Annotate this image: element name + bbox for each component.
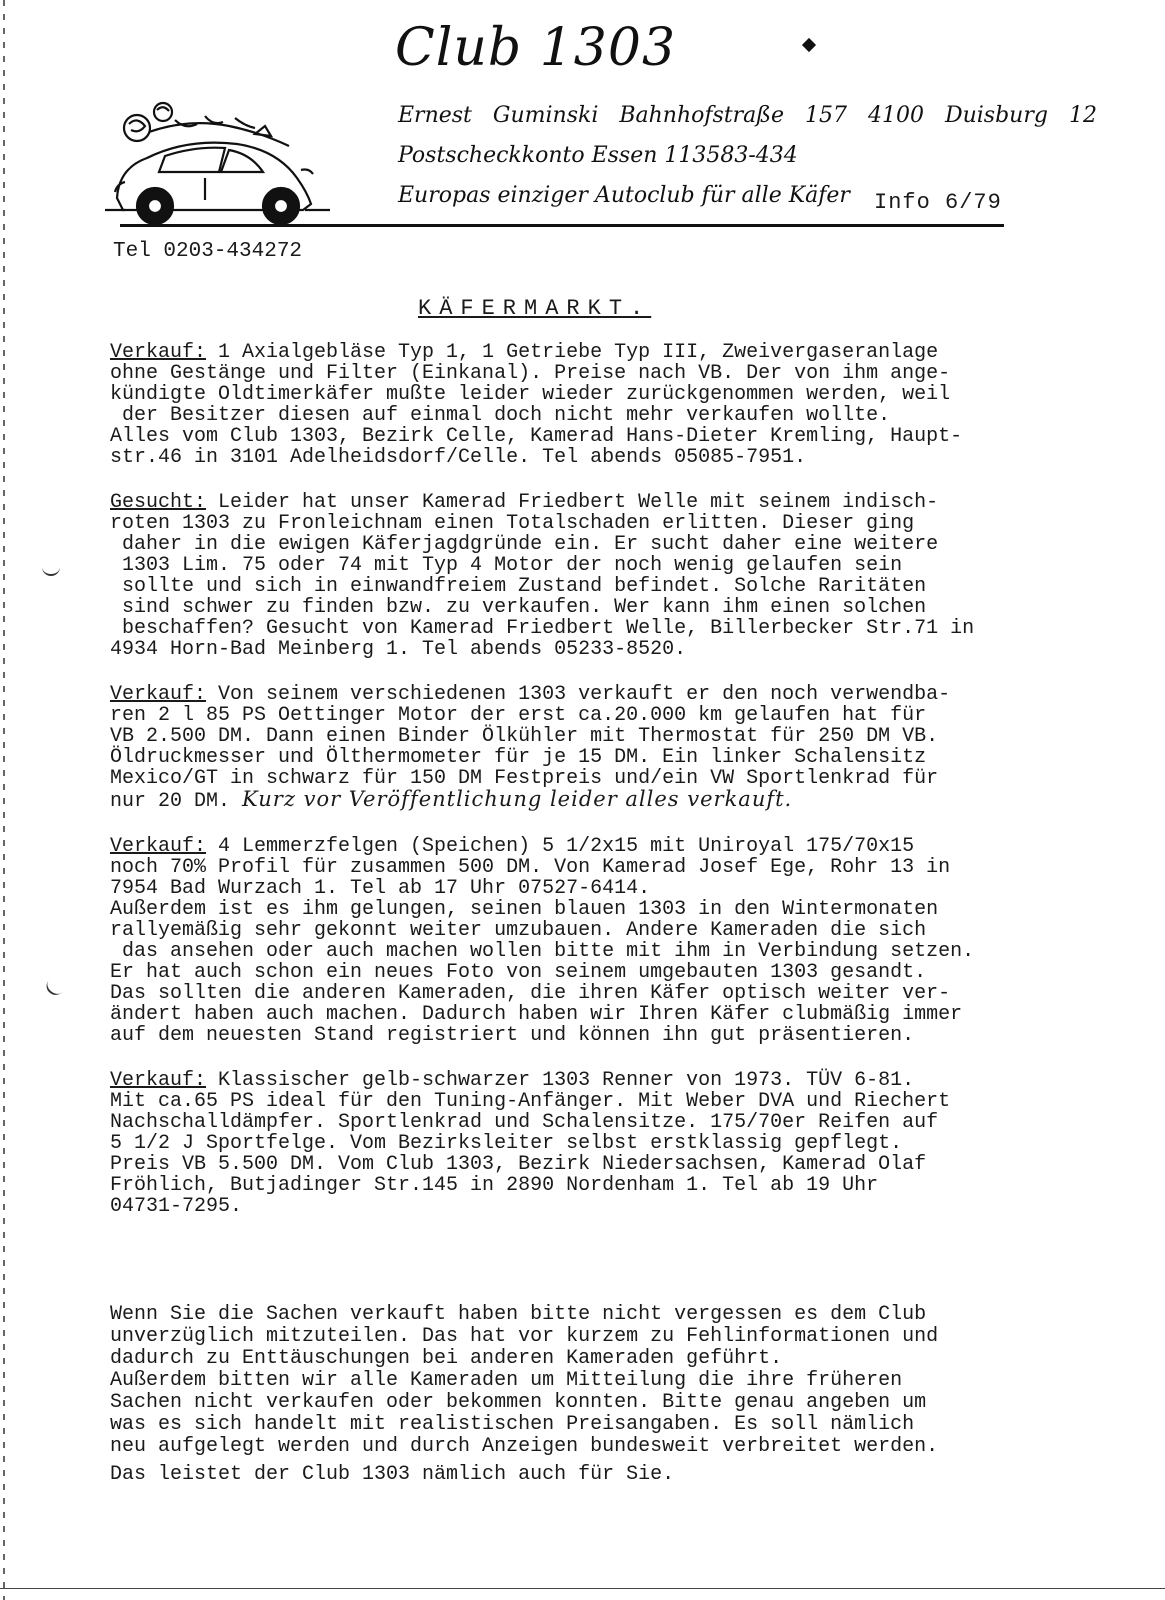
entry-line: Öldruckmesser und Ölthermometer für je 15 DM. Ein linker Schalensitz (110, 746, 927, 769)
entry-line: daher in die ewigen Käferjagdgründe ein. Er sucht daher eine weitere (110, 533, 939, 556)
entry-line: auf dem neuesten Stand registriert und können ihn gut präsentieren. (110, 1024, 915, 1047)
entry-line: sind schwer zu finden bzw. zu verkaufen. Wer kann ihm einen solchen (110, 596, 927, 619)
scan-edge (3, 0, 5, 1600)
margin-mark (43, 979, 63, 998)
entry-line: roten 1303 zu Fronleichnam einen Totalschaden erlitten. Dieser ging (110, 512, 915, 535)
entry-line: sollte und sich in einwandfreiem Zustand befindet. Solche Raritäten (110, 575, 927, 598)
closing-line: was es sich handelt mit realistischen Preisangaben. Es soll nämlich (110, 1413, 915, 1436)
entry-line: Mexico/GT in schwarz für 150 DM Festpreis und/ein VW Sportlenkrad für (110, 767, 939, 790)
entry-line: ren 2 l 85 PS Oettinger Motor der erst ca.20.000 km gelaufen hat für (110, 704, 927, 727)
entry-line: rallyemäßig sehr gekonnt weiter umzubauen. Andere Kameraden die sich (110, 919, 927, 942)
closing-line: unverzüglich mitzuteilen. Das hat vor kurzem zu Fehlinformationen und (110, 1325, 939, 1348)
entry-line: 04731-7295. (110, 1195, 243, 1218)
club-title: Club 1303 (395, 18, 677, 78)
entry-line: str.46 in 3101 Adelheidsdorf/Celle. Tel abends 05085-7951. (110, 446, 807, 469)
classified-entry (110, 342, 1120, 468)
entry-line: Verkauf: 1 Axialgebläse Typ 1, 1 Getriebe Typ III, Zweivergaseranlage (110, 341, 939, 364)
entry-line: Verkauf: Klassischer gelb-schwarzer 1303 Renner von 1973. TÜV 6-81. (110, 1069, 915, 1092)
entry-line: beschaffen? Gesucht von Kamerad Friedbert Welle, Billerbecker Str.71 in (110, 617, 975, 640)
margin-mark (42, 566, 60, 576)
page-headline: KÄFERMARKT. (418, 296, 652, 321)
entry-lead: Verkauf: (110, 835, 207, 858)
closing-line: dadurch zu Enttäuschungen bei anderen Kameraden geführt. (110, 1347, 783, 1370)
entry-line: Preis VB 5.500 DM. Vom Club 1303, Bezirk Niedersachsen, Kamerad Olaf (110, 1153, 927, 1176)
closing-line: Das leistet der Club 1303 nämlich auch für Sie. (110, 1463, 675, 1486)
entry-line: das ansehen oder auch machen wollen bitte mit ihm in Verbindung setzen. (110, 940, 975, 963)
info-number: Info 6/79 (874, 190, 1002, 215)
classifieds-body (110, 342, 1120, 1241)
closing-line: Wenn Sie die Sachen verkauft haben bitte nicht vergessen es dem Club (110, 1303, 927, 1326)
entry-line: Mit ca.65 PS ideal für den Tuning-Anfänger. Mit Weber DVA und Riechert (110, 1090, 951, 1113)
entry-line: Verkauf: 4 Lemmerzfelgen (Speichen) 5 1/2x15 mit Uniroyal 175/70x15 (110, 835, 915, 858)
entry-line: nur 20 DM. Kurz vor Veröffentlichung leider alles verkauft. (110, 787, 793, 813)
closing-line: neu aufgelegt werden und durch Anzeigen bundesweit verbreitet werden. (110, 1435, 939, 1458)
closing-paragraph (110, 1304, 1120, 1486)
slogan-line: Europas einziger Autoclub für alle Käfer (398, 183, 850, 208)
closing-line: Außerdem bitten wir alle Kameraden um Mitteilung die ihre früheren (110, 1369, 903, 1392)
entry-line: Gesucht: Leider hat unser Kamerad Friedbert Welle mit seinem indisch- (110, 491, 939, 514)
classified-entry (110, 684, 1120, 812)
entry-line: Verkauf: Von seinem verschiedenen 1303 verkauft er den noch verwendba- (110, 683, 951, 706)
entry-line: ohne Gestänge und Filter (Einkanal). Preise nach VB. Der von ihm ange- (110, 362, 951, 385)
entry-line: Das sollten die anderen Kameraden, die ihren Käfer optisch weiter ver- (110, 982, 951, 1005)
entry-line: 1303 Lim. 75 oder 74 mit Typ 4 Motor der noch wenig gelaufen sein (110, 554, 903, 577)
closing-line: Sachen nicht verkaufen oder bekommen konnten. Bitte genau angeben um (110, 1391, 927, 1414)
entry-lead: Verkauf: (110, 683, 207, 706)
entry-line: Er hat auch schon ein neues Foto von seinem umgebauten 1303 gesandt. (110, 961, 927, 984)
postal-account-line: Postscheckkonto Essen 113583-434 (398, 143, 798, 168)
entry-line: VB 2.500 DM. Dann einen Binder Ölkühler mit Thermostat für 250 DM VB. (110, 725, 939, 748)
entry-line: Fröhlich, Butjadinger Str.145 in 2890 Nordenham 1. Tel ab 19 Uhr (110, 1174, 879, 1197)
entry-lead: Verkauf: (110, 1069, 207, 1092)
address-line: Ernest Guminski Bahnhofstraße 157 4100 Duisburg 12 (398, 103, 1097, 128)
entry-lead: Gesucht: (110, 491, 207, 514)
classified-entry (110, 1070, 1120, 1217)
entry-line: Nachschalldämpfer. Sportlenkrad und Schalensitze. 175/70er Reifen auf (110, 1111, 939, 1134)
entry-lead: Verkauf: (110, 341, 207, 364)
telephone-number: Tel 0203-434272 (113, 240, 303, 263)
beetle-car-with-roses-icon (105, 98, 340, 228)
ink-dot (802, 38, 816, 52)
classified-entry (110, 836, 1120, 1046)
entry-line: 4934 Horn-Bad Meinberg 1. Tel abends 05233-8520. (110, 638, 687, 661)
entry-line: ändert haben auch machen. Dadurch haben wir Ihren Käfer clubmäßig immer (110, 1003, 963, 1026)
entry-line: 7954 Bad Wurzach 1. Tel ab 17 Uhr 07527-6414. (110, 877, 651, 900)
entry-line: Außerdem ist es ihm gelungen, seinen blauen 1303 in den Wintermonaten (110, 898, 939, 921)
scan-bottom-edge (0, 1588, 1165, 1589)
entry-line: der Besitzer diesen auf einmal doch nicht mehr verkaufen wollte. (110, 404, 891, 427)
entry-line: 5 1/2 J Sportfelge. Vom Bezirksleiter selbst erstklassig gepflegt. (110, 1132, 903, 1155)
letterhead-divider (120, 224, 1004, 227)
entry-line: noch 70% Profil für zusammen 500 DM. Von Kamerad Josef Ege, Rohr 13 in (110, 856, 951, 879)
entry-line: kündigte Oldtimerkäfer mußte leider wieder zurückgenommen werden, weil (110, 383, 951, 406)
classified-entry (110, 492, 1120, 660)
entry-line: Alles vom Club 1303, Bezirk Celle, Kamerad Hans-Dieter Kremling, Haupt- (110, 425, 963, 448)
handwritten-note: Kurz vor Veröffentlichung leider alles verkauft. (242, 787, 793, 811)
